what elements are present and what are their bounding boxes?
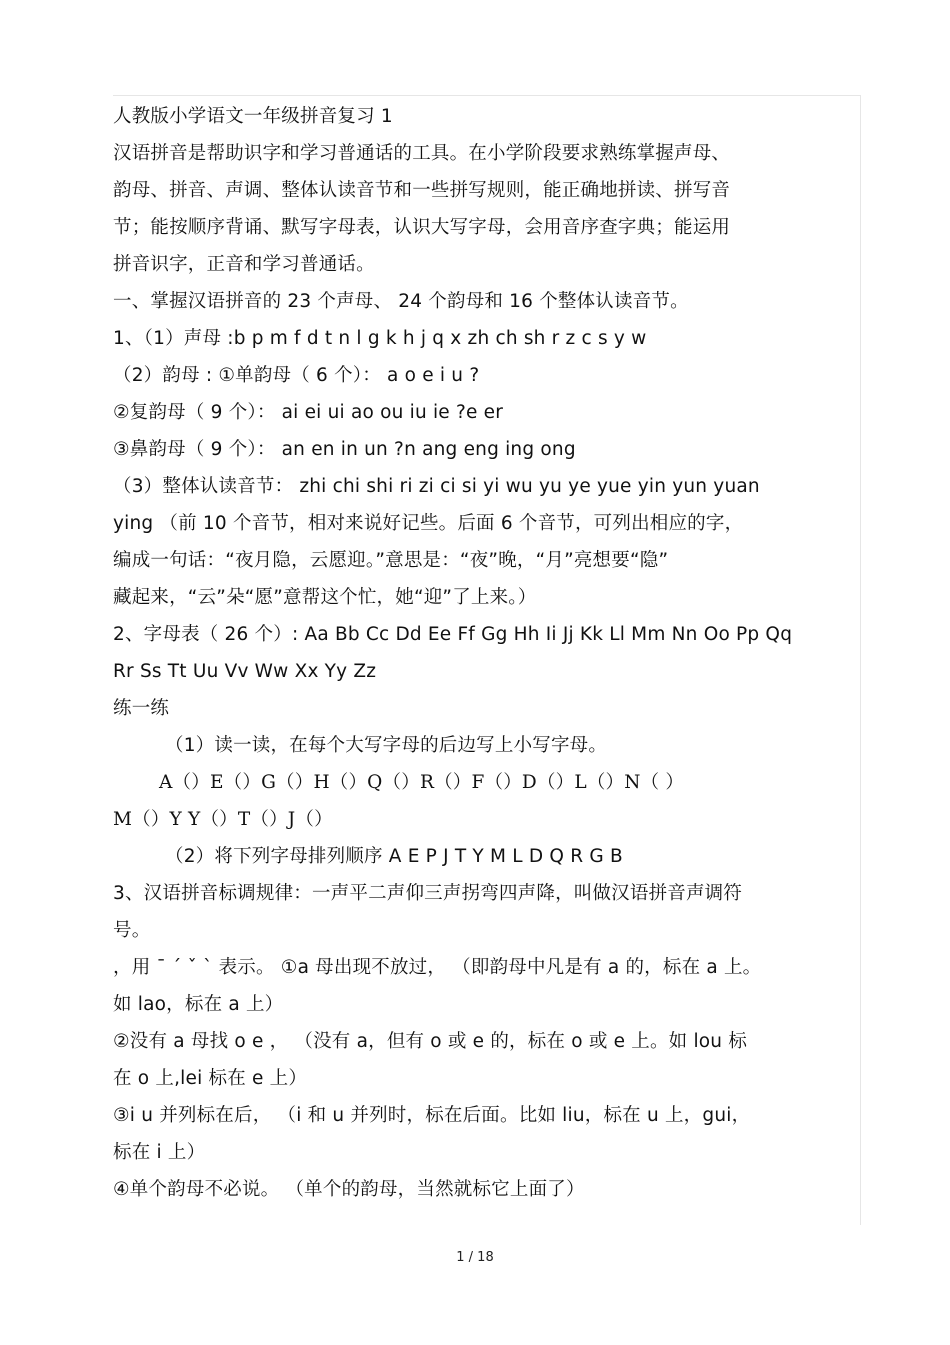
tone-rule-3-line-1: ③i u 并列标在后， （i 和 u 并列时，标在后面。比如 liu，标在 u 上，gui， [113, 1105, 751, 1126]
document-body [113, 98, 863, 1208]
tone-rule-1-line-1: ，用 ˉ ˊ ˇ ˋ 表示。 ①a 母出现不放过， （即韵母中凡是有 a 的，标在 a 上。 [113, 957, 762, 978]
syllables-note-line-3: 藏起来，“云”朵“愿”意帮这个忙，她“迎”了上来。） [113, 587, 537, 608]
syllables-note-line-2: 编成一句话：“夜月隐，云愿迎。”意思是：“夜”晚，“月”亮想要“隐” [113, 550, 669, 571]
syllables-note-line-1: ying （前 10 个音节，相对来说好记些。后面 6 个音节，可列出相应的字， [113, 513, 744, 534]
exercise-1-letters-row-1: A（）E（）G（）H（）Q（）R（）F（）D（）L（）N（ ） [159, 772, 685, 793]
nasal-finals-line: ③鼻韵母（ 9 个）： an en in un ?n ang eng ing ong [113, 439, 576, 460]
tone-rule-heading-cont: 号。 [113, 920, 151, 941]
exercise-2-instruction: （2）将下列字母排列顺序 A E P J T Y M L D Q R G B [165, 846, 623, 867]
tone-rule-4-line: ④单个韵母不必说。 （单个的韵母，当然就标它上面了） [113, 1179, 585, 1200]
initials-line: 1、（1）声母 :b p m f d t n l g k h j q x zh ch sh r z c s y w [113, 328, 647, 349]
document-title: 人教版小学语文一年级拼音复习 1 [113, 106, 393, 127]
alphabet-line-2: Rr Ss Tt Uu Vv Ww Xx Yy Zz [113, 661, 377, 682]
intro-line-2: 韵母、拼音、声调、整体认读音节和一些拼写规则，能正确地拼读、拼写音 [113, 180, 731, 201]
whole-syllables-line: （3）整体认读音节： zhi chi shi ri zi ci si yi wu yu ye yue yin yun yuan [113, 476, 760, 497]
tone-rule-2-line-1: ②没有 a 母找 o e ， （没有 a，但有 o 或 e 的，标在 o 或 e 上。如 lou 标 [113, 1031, 748, 1052]
intro-line-4: 拼音识字，正音和学习普通话。 [113, 254, 375, 275]
compound-finals-line: ②复韵母（ 9 个）： ai ei ui ao ou iu ie ?e er [113, 402, 504, 423]
page-number: 1 / 18 [456, 1250, 494, 1265]
tone-rule-2-line-2: 在 o 上,lei 标在 e 上） [113, 1068, 308, 1089]
single-finals-line: （2）韵母 : ①单韵母（ 6 个）： a o e i u ? [113, 365, 480, 386]
exercise-1-letters-row-2: M（）Y Y（）T（）J（） [113, 809, 333, 830]
intro-line-3: 节；能按顺序背诵、默写字母表，认识大写字母，会用音序查字典；能运用 [113, 217, 731, 238]
tone-rule-heading: 3、汉语拼音标调规律：一声平二声仰三声拐弯四声降，叫做汉语拼音声调符 [113, 883, 743, 904]
practice-heading: 练一练 [113, 698, 170, 719]
exercise-1-instruction: （1）读一读，在每个大写字母的后边写上小写字母。 [165, 735, 608, 756]
alphabet-line-1: 2、字母表（ 26 个）: Aa Bb Cc Dd Ee Ff Gg Hh Ii Jj Kk Ll Mm Nn Oo Pp Qq [113, 624, 793, 645]
tone-rule-3-line-2: 标在 i 上） [113, 1142, 206, 1163]
tone-rule-1-line-2: 如 lao，标在 a 上） [113, 994, 284, 1015]
section-one-heading: 一、掌握汉语拼音的 23 个声母、 24 个韵母和 16 个整体认读音节。 [113, 291, 689, 312]
intro-line-1: 汉语拼音是帮助识字和学习普通话的工具。在小学阶段要求熟练掌握声母、 [113, 143, 731, 164]
